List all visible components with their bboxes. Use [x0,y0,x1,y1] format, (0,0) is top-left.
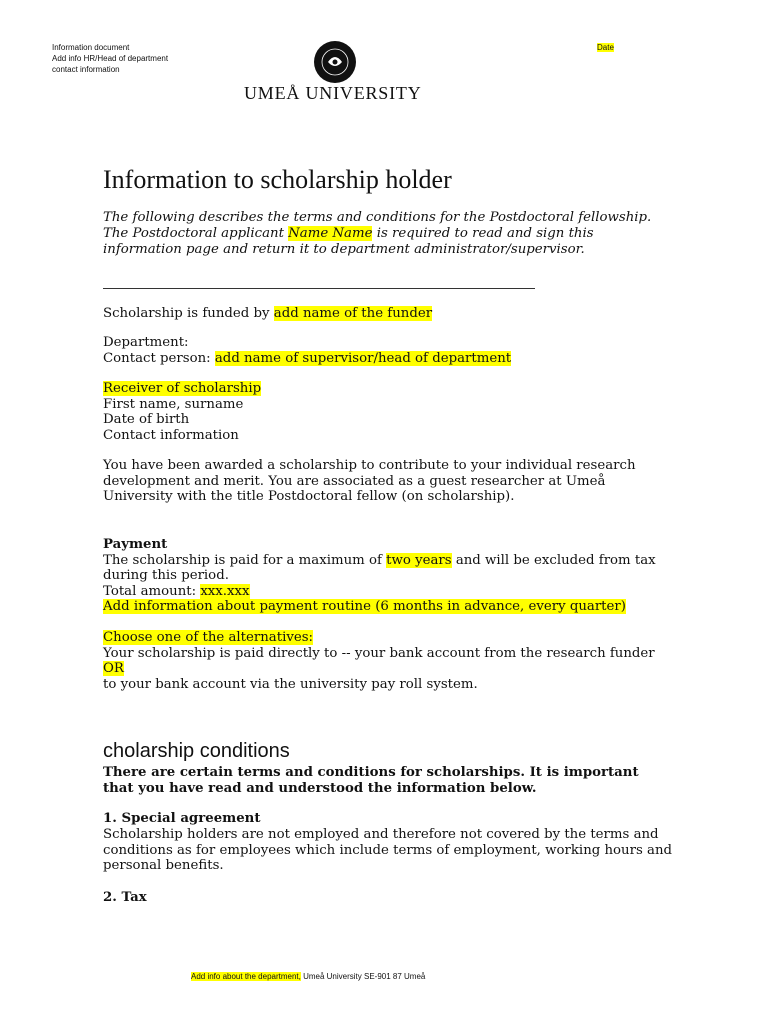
payment-routine-placeholder: Add information about payment routine (6 months in advance, every quarter) [103,599,626,615]
tax-heading: 2. Tax [103,890,147,905]
page-title: Information to scholarship holder [103,165,452,194]
awarded-paragraph: You have been awarded a scholarship to contribute to your individual research development and merit. You are associated as a guest researcher at Umeå University with the title Postdoctoral fellow (on scholarship). [103,458,636,505]
intro-paragraph: The following describes the terms and conditions for the Postdoctoral fellowship. The Postdoctoral applicant Name Name is required to read and sign this information page and return it to department administrator/supervisor. [103,210,652,257]
conditions-title: cholarship conditions [103,740,290,762]
payment-block [103,537,673,615]
header-contact-info: contact information [52,65,120,74]
alternative-two: to your bank account via the university pay roll system. [103,676,478,692]
page-footer: Add info about the department, Umeå University SE-901 87 Umeå [191,972,426,981]
department-block [103,335,703,366]
university-seal-logo [313,40,357,84]
payment-duration-text: The scholarship is paid for a maximum of two years and will be excluded from tax during this period. [103,552,656,584]
header-doc-type: Information document [52,43,130,52]
alternative-one: Your scholarship is paid directly to -- your bank account from the research funder OR [103,645,655,677]
receiver-contact-line: Contact information [103,427,239,443]
header-date: Date [597,43,614,52]
conditions-intro: There are certain terms and conditions for scholarships. It is important that you have read and understood the information below. [103,765,639,796]
receiver-block [103,381,703,443]
receiver-name-line: First name, surname [103,396,244,412]
alternatives-heading: Choose one of the alternatives: [103,630,314,645]
funder-placeholder: add name of the funder [273,306,433,321]
header-add-info: Add info HR/Head of department [52,54,169,63]
footer-department-placeholder: Add info about the department, [191,972,301,981]
alternatives-block [103,630,663,692]
divider-line [103,288,535,289]
receiver-dob-line: Date of birth [103,412,190,428]
contact-person-line: Contact person: add name of supervisor/head of department [103,350,512,366]
total-amount-line: Total amount: xxx.xxx [103,583,250,599]
funder-line: Scholarship is funded by add name of the funder [103,306,433,321]
header-left-block [52,42,168,75]
special-agreement-heading: 1. Special agreement [103,811,261,826]
department-label: Department: [103,335,189,350]
applicant-name-placeholder: Name Name [288,226,373,241]
special-agreement-text: Scholarship holders are not employed and therefore not covered by the terms and conditions as for employees which include terms of employment, working hours and personal benefits. [103,827,673,874]
receiver-heading: Receiver of scholarship [103,381,262,396]
contact-person-placeholder: add name of supervisor/head of department [214,350,512,366]
payment-heading: Payment [103,537,168,552]
university-name: UMEÅ UNIVERSITY [244,83,422,103]
